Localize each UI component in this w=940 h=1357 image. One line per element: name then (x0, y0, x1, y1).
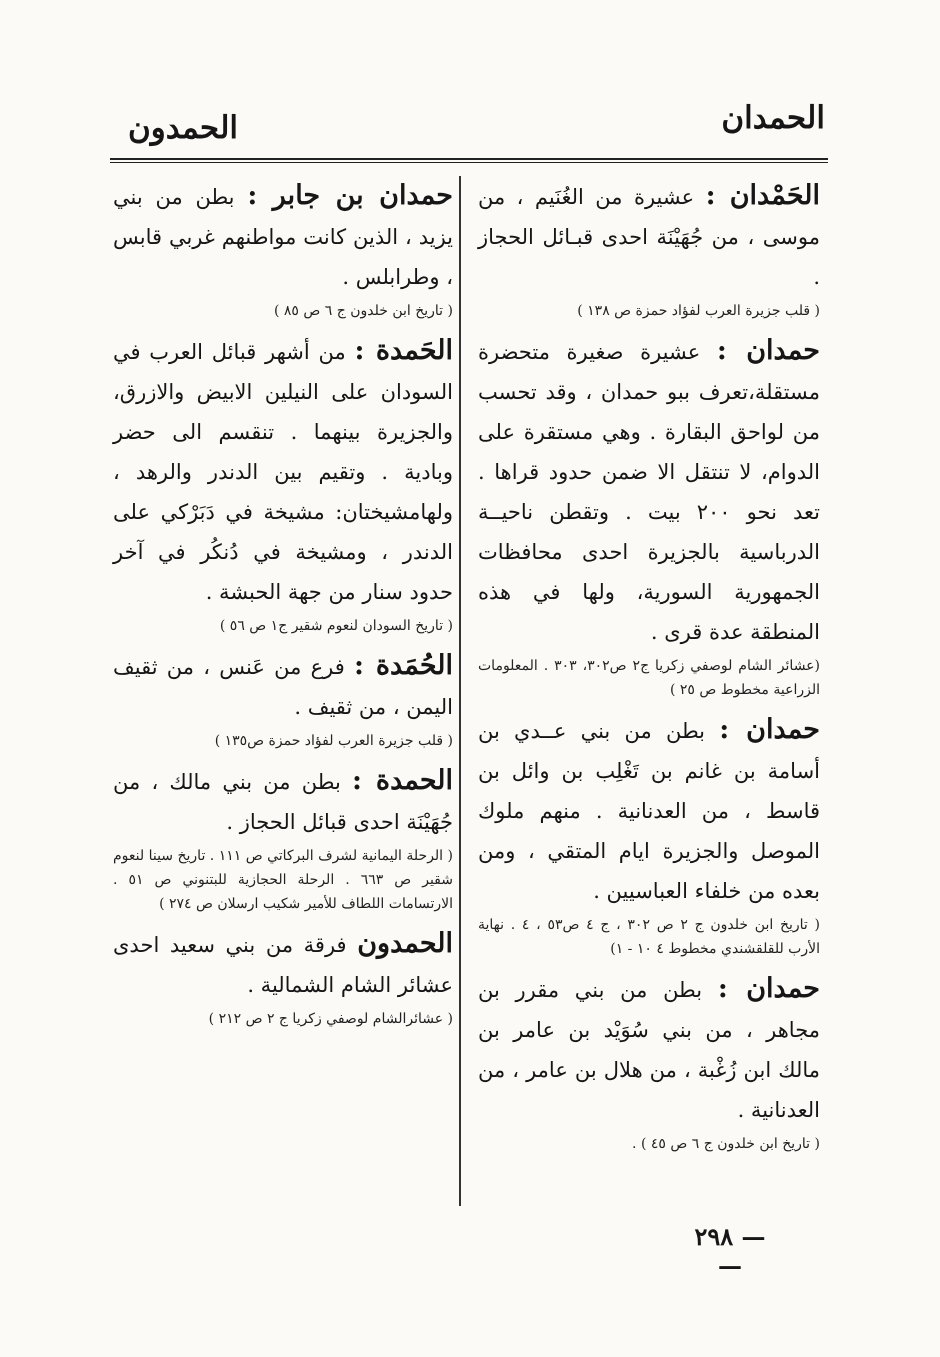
entry (478, 331, 820, 702)
entry-text: فرع من عَنس ، من ثقيف اليمن ، من ثقيف . (113, 655, 453, 719)
entry-source: ( تاريخ ابن خلدون ج ٦ ص ٨٥ ) (273, 303, 453, 319)
entry-text: عشيرة صغيرة متحضرة مستقلة،تعرف ببو حمدان ، وقد تحسب من لواحق البقارة . وهي مستقرة على الدوام، لا تنتقل الا ضمن حدود قراها . تعد نحو ٢٠٠ بيت . وتقطن ناحيــة الدرباسية بالجزيرة احدى محافظات الجمهورية السورية، ولها في هذه المنطقة عدة قرى . (478, 340, 820, 644)
running-header-left: الحمدون (128, 110, 238, 146)
entry-text: بطن من بني عــدي بن أسامة بن غانم بن تَغْلِب بن وائل بن قاسط ، من العدنانية . منهم ملوك الموصل والجزيرة ايام المتقي ، ومن بعده من خلفاء العباسيين . (478, 719, 820, 903)
entry (113, 331, 453, 638)
entry (478, 176, 820, 323)
entry-headword: الحُمَدة : (353, 650, 453, 681)
entry-headword: حمدان بن جابر : (247, 180, 453, 211)
entry (113, 924, 453, 1031)
entry (113, 646, 453, 753)
running-header-right: الحمدان (721, 100, 825, 136)
entry-headword: الحمدة : (352, 765, 454, 796)
entry-headword: حمدان : (716, 335, 821, 366)
entry-headword: حمدان : (719, 714, 820, 745)
right-column (478, 176, 820, 1164)
entry-source: ( تاريخ ابن خلدون ج ٢ ص ٣٠٢ ، ج ٤ ص٥٣ ، ٤ . نهاية الأرب للقلقشندي مخطوط ٤ ١٠ - ١) (478, 917, 821, 957)
entry-source: ( عشائرالشام لوصفي زكريا ج ٢ ص ٢١٢ ) (208, 1011, 453, 1027)
entry (113, 761, 453, 916)
header-rule (110, 158, 828, 163)
entry-text: بطن من بني مقرر بن مجاهر ، من بني سُوَيْد بن عامر بن مالك ابن زُغْبة ، من هلال بن عامر ، من العدنانية . (478, 978, 820, 1122)
entry (478, 969, 820, 1156)
entry-source: (عشائر الشام لوصفي زكريا ج٢ ص٣٠٢، ٣٠٣ . المعلومات الزراعية مخطوط ص ٢٥ ) (478, 658, 820, 698)
entry-headword: الحمدون (357, 928, 454, 959)
entry (478, 710, 820, 961)
entry-headword: حمدان : (717, 973, 821, 1004)
left-column (113, 176, 453, 1039)
entry-source: ( قلب جزيرة العرب لفؤاد حمزة ص١٣٥ ) (214, 733, 453, 749)
entry-text: بطن من بني يزيد ، الذين كانت مواطنهم غربي قابس ، وطرابلس . (113, 185, 453, 289)
entry-text: من أشهر قبائل العرب في السودان على النيلين الابيض والازرق، والجزيرة بينهما . تنقسم الى حضر وبادية . وتقيم بين الدندر والرهد ، ولهامشيختان: مشيخة في دَبَرْكي على الدندر ، ومشيخة في دُنكُر في آخر حدود سنار من جهة الحبشة . (113, 340, 453, 604)
column-divider (459, 176, 461, 1206)
entry-text: فرقة من بني سعيد احدى عشائر الشام الشمالية . (113, 933, 453, 997)
entry (113, 176, 453, 323)
page-number: — ٢٩٨ — (694, 1222, 766, 1280)
entry-source: ( تاريخ ابن خلدون ج ٦ ص ٤٥ ) . (632, 1136, 820, 1152)
entry-source: ( تاريخ السودان لنعوم شقير ج١ ص ٥٦ ) (219, 618, 453, 634)
entry-text: بطن من بني مالك ، من جُهَيْنَة احدى قبائل الحجاز . (113, 770, 453, 834)
entry-source: ( قلب جزيرة العرب لفؤاد حمزة ص ١٣٨ ) (577, 303, 820, 319)
entry-headword: الحَمْدان : (705, 180, 820, 211)
entry-source: ( الرحلة اليمانية لشرف البركاتي ص ١١١ . تاريخ سينا لنعوم شقير ص ٦٦٣ . الرحلة الحجازية للبتنوني ص ٥١ . الارتسامات اللطاف للأمير شكيب ارسلان ص ٢٧٤ ) (113, 848, 453, 912)
entry-headword: الحَمدة : (354, 335, 453, 366)
entry-text: عشيرة من الغُنَيم ، من موسى ، من جُهَيْنَة احدى قبـائل الحجاز . (478, 185, 820, 289)
